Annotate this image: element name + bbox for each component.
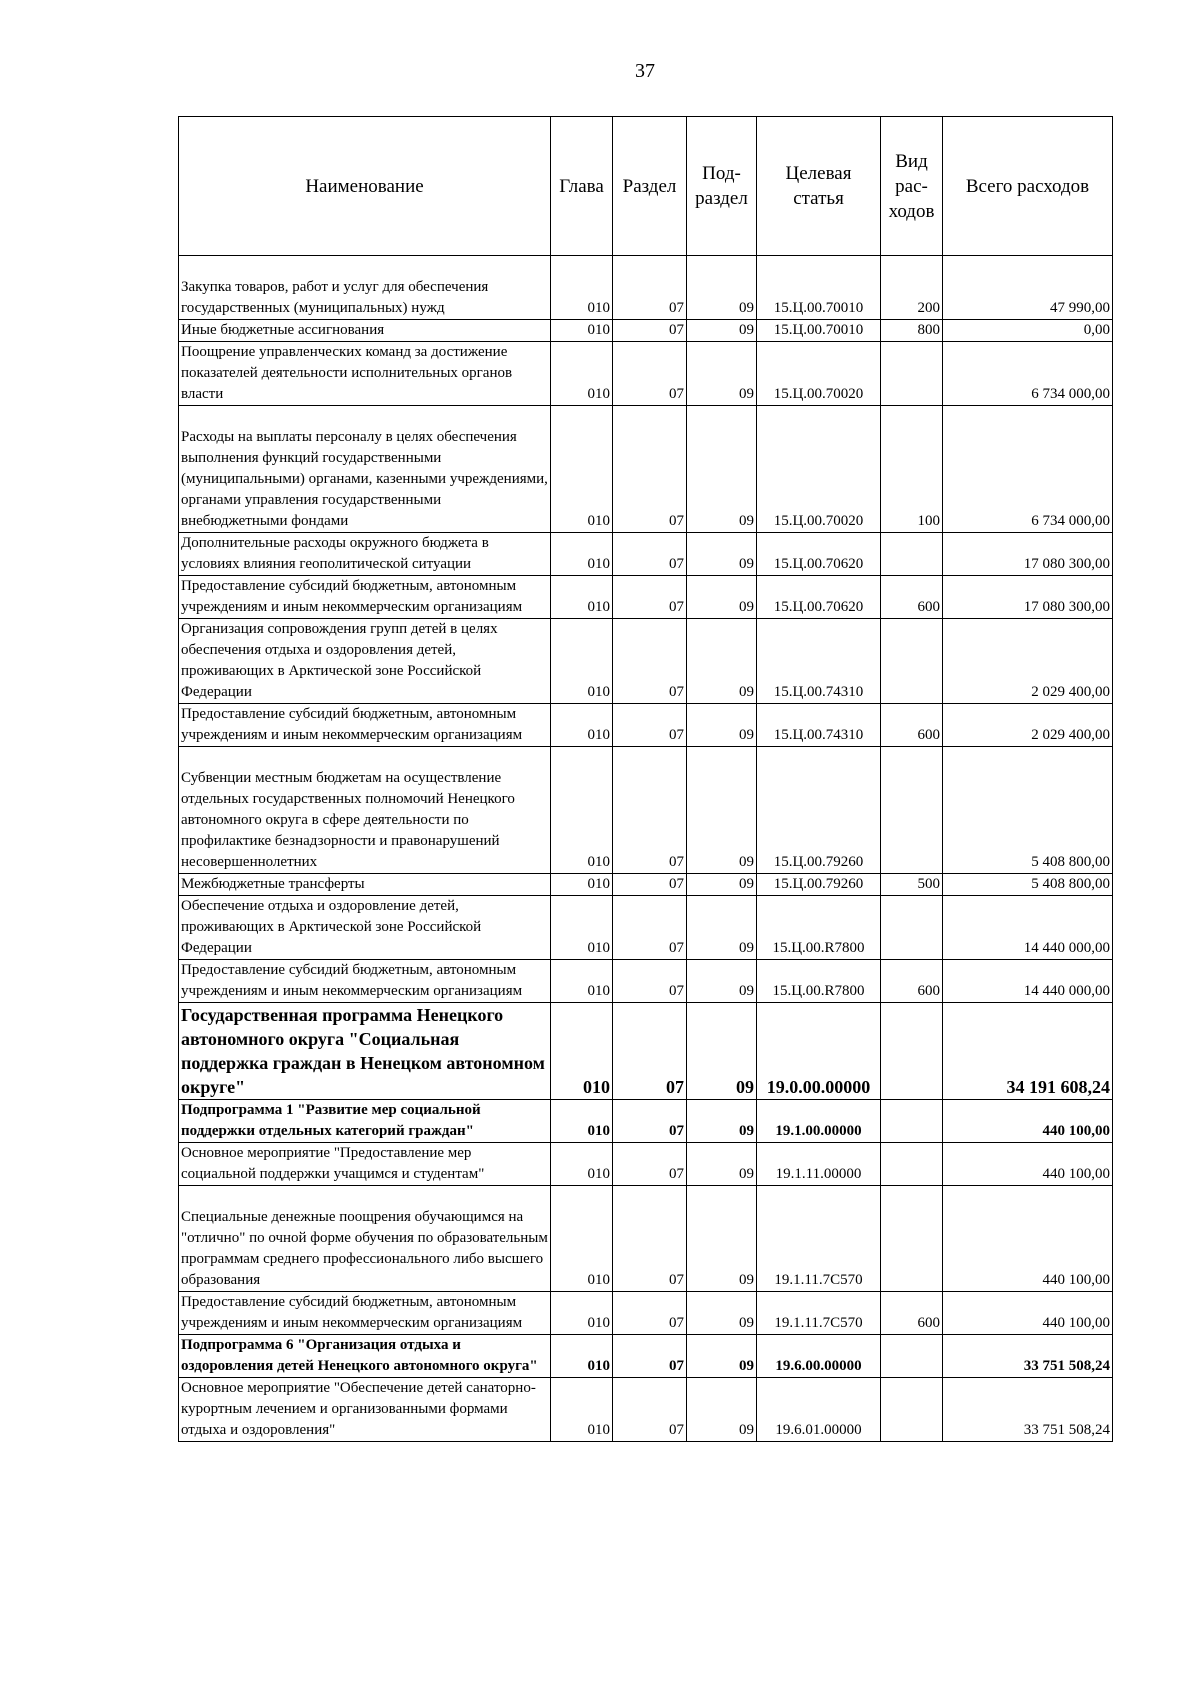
row-vid: 800 <box>881 320 943 342</box>
row-glava: 010 <box>551 704 613 747</box>
row-podrazdel: 09 <box>687 1292 757 1335</box>
row-total: 17 080 300,00 <box>943 576 1113 619</box>
row-name: Расходы на выплаты персоналу в целях обеспечения выполнения функций государственными (муниципальными) органами, казенными учреждениями, органами управления государственными внебюджетными фондами <box>179 406 551 533</box>
row-podrazdel: 09 <box>687 256 757 320</box>
table-row <box>179 1003 1113 1100</box>
row-razdel: 07 <box>613 342 687 406</box>
row-razdel: 07 <box>613 960 687 1003</box>
row-glava: 010 <box>551 256 613 320</box>
row-glava: 010 <box>551 1003 613 1100</box>
table-row <box>179 1186 1113 1292</box>
row-total: 47 990,00 <box>943 256 1113 320</box>
row-statya: 15.Ц.00.70010 <box>757 256 881 320</box>
row-podrazdel: 09 <box>687 576 757 619</box>
row-name: Предоставление субсидий бюджетным, автономным учреждениям и иным некоммерческим организациям <box>179 576 551 619</box>
table-row <box>179 1292 1113 1335</box>
row-razdel: 07 <box>613 619 687 704</box>
row-glava: 010 <box>551 342 613 406</box>
row-glava: 010 <box>551 619 613 704</box>
row-glava: 010 <box>551 1378 613 1442</box>
row-vid <box>881 1100 943 1143</box>
header-statya: Целевая статья <box>757 117 881 256</box>
row-total: 6 734 000,00 <box>943 342 1113 406</box>
row-statya: 19.1.11.00000 <box>757 1143 881 1186</box>
row-statya: 15.Ц.00.70620 <box>757 576 881 619</box>
row-podrazdel: 09 <box>687 1186 757 1292</box>
row-statya: 15.Ц.00.74310 <box>757 619 881 704</box>
row-glava: 010 <box>551 533 613 576</box>
row-statya: 15.Ц.00.79260 <box>757 874 881 896</box>
row-vid <box>881 342 943 406</box>
row-razdel: 07 <box>613 1378 687 1442</box>
row-total: 2 029 400,00 <box>943 704 1113 747</box>
row-statya: 19.6.01.00000 <box>757 1378 881 1442</box>
row-glava: 010 <box>551 1143 613 1186</box>
row-name: Обеспечение отдыха и оздоровление детей, проживающих в Арктической зоне Российской Федерации <box>179 896 551 960</box>
row-total: 2 029 400,00 <box>943 619 1113 704</box>
table-row <box>179 704 1113 747</box>
row-name: Дополнительные расходы окружного бюджета в условиях влияния геополитической ситуации <box>179 533 551 576</box>
row-total: 440 100,00 <box>943 1186 1113 1292</box>
row-razdel: 07 <box>613 576 687 619</box>
row-total: 17 080 300,00 <box>943 533 1113 576</box>
row-razdel: 07 <box>613 1292 687 1335</box>
table-row <box>179 320 1113 342</box>
budget-table <box>178 116 1113 1442</box>
row-podrazdel: 09 <box>687 874 757 896</box>
row-total: 440 100,00 <box>943 1292 1113 1335</box>
row-podrazdel: 09 <box>687 896 757 960</box>
row-total: 440 100,00 <box>943 1143 1113 1186</box>
row-vid <box>881 1186 943 1292</box>
row-podrazdel: 09 <box>687 1003 757 1100</box>
row-name: Предоставление субсидий бюджетным, автономным учреждениям и иным некоммерческим организациям <box>179 704 551 747</box>
row-razdel: 07 <box>613 1100 687 1143</box>
row-total: 14 440 000,00 <box>943 960 1113 1003</box>
row-total: 33 751 508,24 <box>943 1335 1113 1378</box>
row-name: Поощрение управленческих команд за достижение показателей деятельности исполнительных органов власти <box>179 342 551 406</box>
row-razdel: 07 <box>613 320 687 342</box>
page-number: 37 <box>635 60 655 82</box>
row-statya: 15.Ц.00.74310 <box>757 704 881 747</box>
row-razdel: 07 <box>613 704 687 747</box>
row-name: Основное мероприятие "Обеспечение детей санаторно-курортным лечением и организованными формами отдыха и оздоровления" <box>179 1378 551 1442</box>
row-statya: 15.Ц.00.70020 <box>757 342 881 406</box>
row-podrazdel: 09 <box>687 704 757 747</box>
row-statya: 19.1.11.7С570 <box>757 1292 881 1335</box>
row-vid: 500 <box>881 874 943 896</box>
row-total: 6 734 000,00 <box>943 406 1113 533</box>
row-vid: 600 <box>881 704 943 747</box>
row-vid <box>881 896 943 960</box>
row-statya: 15.Ц.00.R7800 <box>757 896 881 960</box>
row-razdel: 07 <box>613 1143 687 1186</box>
row-statya: 15.Ц.00.70010 <box>757 320 881 342</box>
row-podrazdel: 09 <box>687 1143 757 1186</box>
row-glava: 010 <box>551 1335 613 1378</box>
row-name: Специальные денежные поощрения обучающимся на "отлично" по очной форме обучения по образовательным программам среднего профессионального либо высшего образования <box>179 1186 551 1292</box>
table-row <box>179 960 1113 1003</box>
table-row <box>179 406 1113 533</box>
row-statya: 19.1.00.00000 <box>757 1100 881 1143</box>
row-statya: 19.6.00.00000 <box>757 1335 881 1378</box>
row-glava: 010 <box>551 406 613 533</box>
row-statya: 15.Ц.00.R7800 <box>757 960 881 1003</box>
row-vid <box>881 533 943 576</box>
row-statya: 19.1.11.7С570 <box>757 1186 881 1292</box>
row-name: Подпрограмма 6 "Организация отдыха и оздоровления детей Ненецкого автономного округа" <box>179 1335 551 1378</box>
row-podrazdel: 09 <box>687 1378 757 1442</box>
table-header-row <box>179 117 1113 256</box>
row-total: 14 440 000,00 <box>943 896 1113 960</box>
table-row <box>179 747 1113 874</box>
row-razdel: 07 <box>613 874 687 896</box>
row-vid <box>881 1143 943 1186</box>
table-row <box>179 256 1113 320</box>
table-row <box>179 619 1113 704</box>
row-podrazdel: 09 <box>687 1100 757 1143</box>
row-glava: 010 <box>551 1292 613 1335</box>
row-glava: 010 <box>551 960 613 1003</box>
row-glava: 010 <box>551 747 613 874</box>
row-glava: 010 <box>551 896 613 960</box>
row-name: Иные бюджетные ассигнования <box>179 320 551 342</box>
row-razdel: 07 <box>613 747 687 874</box>
row-vid: 600 <box>881 960 943 1003</box>
row-name: Подпрограмма 1 "Развитие мер социальной поддержки отдельных категорий граждан" <box>179 1100 551 1143</box>
row-statya: 19.0.00.00000 <box>757 1003 881 1100</box>
row-name: Субвенции местным бюджетам на осуществление отдельных государственных полномочий Ненецкого автономного округа в сфере деятельности по профилактике безнадзорности и правонарушений несовершеннолетних <box>179 747 551 874</box>
table-row <box>179 1335 1113 1378</box>
row-razdel: 07 <box>613 896 687 960</box>
row-podrazdel: 09 <box>687 960 757 1003</box>
row-podrazdel: 09 <box>687 747 757 874</box>
table-row <box>179 1143 1113 1186</box>
table-body <box>179 256 1113 1442</box>
row-razdel: 07 <box>613 406 687 533</box>
row-podrazdel: 09 <box>687 619 757 704</box>
row-podrazdel: 09 <box>687 533 757 576</box>
row-glava: 010 <box>551 874 613 896</box>
row-podrazdel: 09 <box>687 406 757 533</box>
row-name: Предоставление субсидий бюджетным, автономным учреждениям и иным некоммерческим организациям <box>179 1292 551 1335</box>
table-row <box>179 1100 1113 1143</box>
row-name: Предоставление субсидий бюджетным, автономным учреждениям и иным некоммерческим организациям <box>179 960 551 1003</box>
row-razdel: 07 <box>613 256 687 320</box>
row-total: 5 408 800,00 <box>943 874 1113 896</box>
header-vid: Вид рас-ходов <box>881 117 943 256</box>
row-vid <box>881 1335 943 1378</box>
row-vid: 100 <box>881 406 943 533</box>
header-total: Всего расходов <box>943 117 1113 256</box>
row-razdel: 07 <box>613 1003 687 1100</box>
row-statya: 15.Ц.00.70020 <box>757 406 881 533</box>
row-vid: 600 <box>881 576 943 619</box>
row-razdel: 07 <box>613 1335 687 1378</box>
header-razdel: Раздел <box>613 117 687 256</box>
row-total: 34 191 608,24 <box>943 1003 1113 1100</box>
row-statya: 15.Ц.00.79260 <box>757 747 881 874</box>
row-vid: 200 <box>881 256 943 320</box>
row-glava: 010 <box>551 1100 613 1143</box>
row-name: Государственная программа Ненецкого автономного округа "Социальная поддержка граждан в Ненецком автономном округе" <box>179 1003 551 1100</box>
table-row <box>179 896 1113 960</box>
header-podrazdel: Под-раздел <box>687 117 757 256</box>
row-podrazdel: 09 <box>687 1335 757 1378</box>
table-row <box>179 1378 1113 1442</box>
row-podrazdel: 09 <box>687 320 757 342</box>
row-vid <box>881 1378 943 1442</box>
table-row <box>179 576 1113 619</box>
header-name: Наименование <box>179 117 551 256</box>
row-name: Основное мероприятие "Предоставление мер социальной поддержки учащимся и студентам" <box>179 1143 551 1186</box>
row-vid <box>881 619 943 704</box>
row-razdel: 07 <box>613 1186 687 1292</box>
row-total: 0,00 <box>943 320 1113 342</box>
table-row <box>179 874 1113 896</box>
row-vid: 600 <box>881 1292 943 1335</box>
row-total: 5 408 800,00 <box>943 747 1113 874</box>
row-razdel: 07 <box>613 533 687 576</box>
row-name: Межбюджетные трансферты <box>179 874 551 896</box>
row-total: 440 100,00 <box>943 1100 1113 1143</box>
row-vid <box>881 1003 943 1100</box>
table-row <box>179 342 1113 406</box>
row-podrazdel: 09 <box>687 342 757 406</box>
row-vid <box>881 747 943 874</box>
row-name: Закупка товаров, работ и услуг для обеспечения государственных (муниципальных) нужд <box>179 256 551 320</box>
table-row <box>179 533 1113 576</box>
row-glava: 010 <box>551 576 613 619</box>
row-total: 33 751 508,24 <box>943 1378 1113 1442</box>
row-glava: 010 <box>551 1186 613 1292</box>
row-glava: 010 <box>551 320 613 342</box>
header-glava: Глава <box>551 117 613 256</box>
row-name: Организация сопровождения групп детей в целях обеспечения отдыха и оздоровления детей, проживающих в Арктической зоне Российской Федерации <box>179 619 551 704</box>
row-statya: 15.Ц.00.70620 <box>757 533 881 576</box>
